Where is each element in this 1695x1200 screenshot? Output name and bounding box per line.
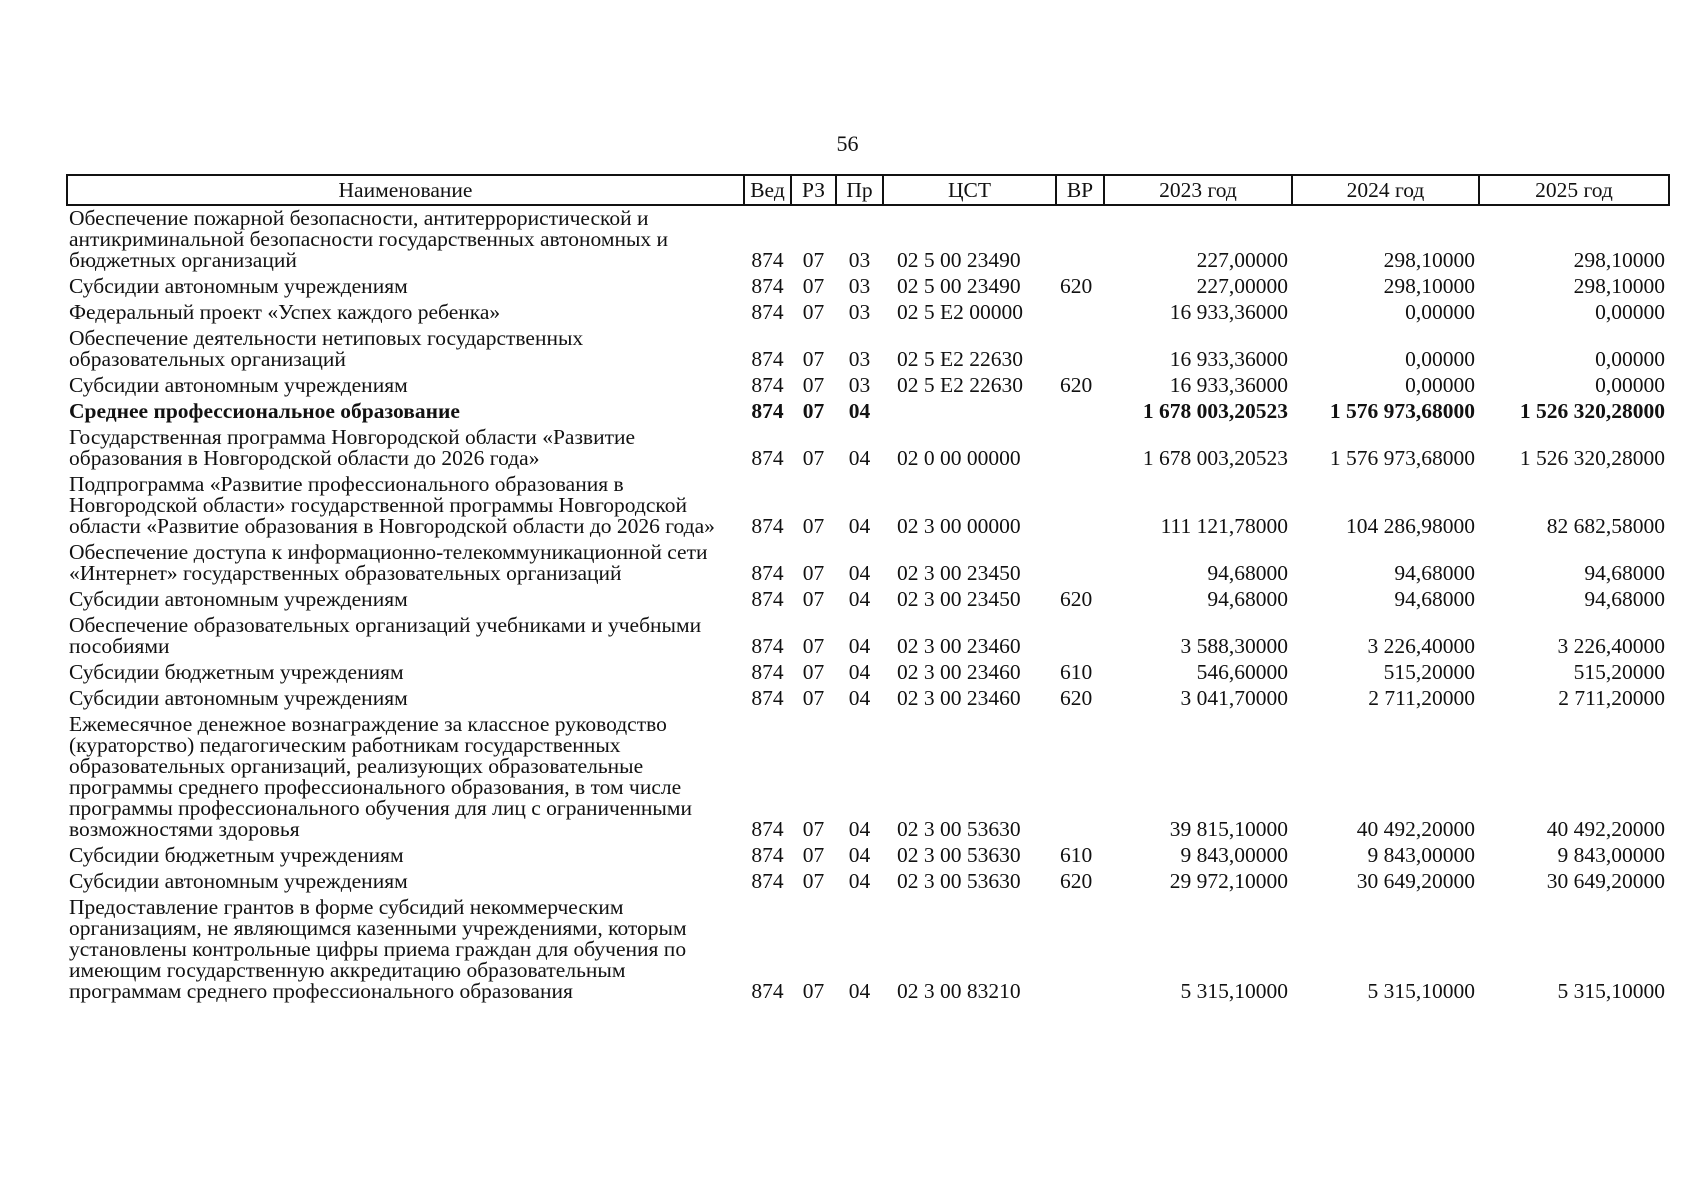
row-2025: 0,00000: [1595, 347, 1665, 371]
row-cst: 02 3 00 83210: [897, 979, 1021, 1003]
row-vr: 620: [1060, 587, 1093, 611]
row-2024: 1 576 973,68000: [1329, 446, 1475, 470]
table-row: [67, 660, 1669, 686]
row-2024: 1 576 973,68000: [1329, 399, 1475, 423]
table-row: [67, 686, 1669, 712]
budget-table: [66, 174, 1670, 1005]
row-cst: 02 3 00 00000: [897, 514, 1021, 538]
row-name: Субсидии автономным учреждениям: [69, 686, 408, 710]
row-2024: 5 315,10000: [1367, 979, 1475, 1003]
row-pr: 04: [848, 446, 871, 470]
row-2023: 16 933,36000: [1169, 347, 1288, 371]
row-ved: 874: [751, 817, 784, 841]
row-2025: 1 526 320,28000: [1519, 399, 1665, 423]
row-vr: 620: [1060, 274, 1093, 298]
row-rz: 07: [802, 373, 825, 397]
row-vr: [1056, 300, 1104, 326]
row-vr: 610: [1060, 660, 1093, 684]
table-row: [67, 300, 1669, 326]
row-2024: 0,00000: [1405, 347, 1475, 371]
row-pr: 03: [848, 274, 871, 298]
budget-table-container: [66, 174, 1668, 1005]
row-pr: 04: [848, 843, 871, 867]
row-2025: 30 649,20000: [1546, 869, 1665, 893]
row-2023: 3 041,70000: [1180, 686, 1288, 710]
row-2023: 1 678 003,20523: [1142, 399, 1288, 423]
row-name: Субсидии бюджетным учреждениям: [69, 843, 404, 867]
row-2023: 94,68000: [1207, 561, 1288, 585]
header-2023: 2023 год: [1104, 175, 1292, 205]
row-rz: 07: [802, 399, 825, 423]
row-vr: [1056, 540, 1104, 587]
row-2023: 546,60000: [1196, 660, 1288, 684]
row-2023: 5 315,10000: [1180, 979, 1288, 1003]
row-name: Субсидии автономным учреждениям: [69, 587, 408, 611]
row-ved: 874: [751, 634, 784, 658]
row-2025: 94,68000: [1584, 561, 1665, 585]
row-2025: 94,68000: [1584, 587, 1665, 611]
row-pr: 04: [848, 587, 871, 611]
row-pr: 03: [848, 248, 871, 272]
row-2025: 82 682,58000: [1546, 514, 1665, 538]
row-2024: 0,00000: [1405, 300, 1475, 324]
row-cst: 02 3 00 23460: [897, 686, 1021, 710]
row-2025: 515,20000: [1573, 660, 1665, 684]
row-rz: 07: [802, 660, 825, 684]
row-pr: 04: [848, 869, 871, 893]
row-pr: 04: [848, 514, 871, 538]
row-rz: 07: [802, 514, 825, 538]
row-name: Обеспечение образовательных организаций учебниками и учебными пособиями: [69, 613, 702, 658]
row-cst: 02 5 00 23490: [897, 274, 1021, 298]
row-2024: 9 843,00000: [1367, 843, 1475, 867]
row-cst: 02 5 E2 00000: [897, 300, 1024, 324]
row-pr: 04: [848, 561, 871, 585]
row-2023: 94,68000: [1207, 587, 1288, 611]
row-cst: 02 3 00 23450: [897, 587, 1021, 611]
row-2023: 1 678 003,20523: [1142, 446, 1288, 470]
row-2024: 94,68000: [1394, 561, 1475, 585]
row-cst: 02 3 00 53630: [897, 843, 1021, 867]
row-2024: 0,00000: [1405, 373, 1475, 397]
row-vr: [1056, 613, 1104, 660]
row-vr: 620: [1060, 686, 1093, 710]
row-cst: 02 3 00 23460: [897, 660, 1021, 684]
row-rz: 07: [802, 817, 825, 841]
row-pr: 03: [848, 373, 871, 397]
row-cst: 02 3 00 23460: [897, 634, 1021, 658]
row-ved: 874: [751, 248, 784, 272]
row-name: Государственная программа Новгородской области «Развитие образования в Новгородской области до 2026 года»: [69, 425, 636, 470]
row-2023: 9 843,00000: [1180, 843, 1288, 867]
table-row: [67, 540, 1669, 587]
row-2023: 16 933,36000: [1169, 300, 1288, 324]
row-cst: 02 5 00 23490: [897, 248, 1021, 272]
row-rz: 07: [802, 979, 825, 1003]
row-cst: 02 5 E2 22630: [897, 373, 1024, 397]
table-row: [67, 843, 1669, 869]
row-ved: 874: [751, 660, 784, 684]
row-2023: 39 815,10000: [1169, 817, 1288, 841]
row-2025: 9 843,00000: [1557, 843, 1665, 867]
header-rz: РЗ: [791, 175, 836, 205]
row-name: Подпрограмма «Развитие профессионального образования в Новгородской области» государственной программы Новгородской области «Развитие образования в Новгородской области до 2026 года»: [69, 472, 715, 538]
row-ved: 874: [751, 843, 784, 867]
row-cst: 02 3 00 53630: [897, 817, 1021, 841]
row-vr: [1056, 712, 1104, 843]
row-name: Обеспечение деятельности нетиповых государственных образовательных организаций: [69, 326, 584, 371]
row-rz: 07: [802, 446, 825, 470]
row-rz: 07: [802, 347, 825, 371]
row-rz: 07: [802, 248, 825, 272]
table-row: [67, 326, 1669, 373]
row-ved: 874: [751, 686, 784, 710]
row-2024: 515,20000: [1383, 660, 1475, 684]
row-vr: [1056, 425, 1104, 472]
row-2023: 16 933,36000: [1169, 373, 1288, 397]
row-pr: 04: [848, 660, 871, 684]
row-vr: 620: [1060, 869, 1093, 893]
row-2024: 104 286,98000: [1346, 514, 1475, 538]
row-2025: 298,10000: [1573, 274, 1665, 298]
row-2024: 30 649,20000: [1356, 869, 1475, 893]
header-ved: Вед: [744, 175, 791, 205]
row-pr: 04: [848, 979, 871, 1003]
table-row: [67, 373, 1669, 399]
row-cst: 02 3 00 23450: [897, 561, 1021, 585]
row-ved: 874: [751, 514, 784, 538]
row-2024: 40 492,20000: [1356, 817, 1475, 841]
row-2025: 5 315,10000: [1557, 979, 1665, 1003]
row-name: Обеспечение доступа к информационно-телекоммуникационной сети «Интернет» государственных образовательных организаций: [69, 540, 708, 585]
row-2025: 40 492,20000: [1546, 817, 1665, 841]
row-rz: 07: [802, 274, 825, 298]
row-2023: 227,00000: [1196, 274, 1288, 298]
row-ved: 874: [751, 446, 784, 470]
row-2024: 298,10000: [1383, 274, 1475, 298]
row-vr: 620: [1060, 373, 1093, 397]
page-number: 56: [836, 131, 859, 156]
row-pr: 04: [848, 817, 871, 841]
row-ved: 874: [751, 979, 784, 1003]
row-name: Ежемесячное денежное вознаграждение за классное руководство (кураторство) педагогическим работникам государственных образовательных организаций, реализующих образовательные программы среднего профессионального образования, в том числе программы профессионального обучения для лиц с ограниченными возможностями здоровья: [69, 712, 692, 841]
row-2024: 2 711,20000: [1368, 686, 1475, 710]
row-cst: [883, 399, 1056, 425]
row-vr: [1056, 326, 1104, 373]
row-ved: 874: [751, 399, 784, 423]
header-name: Наименование: [67, 175, 744, 205]
header-pr: Пр: [836, 175, 883, 205]
row-2024: 94,68000: [1394, 587, 1475, 611]
header-2024: 2024 год: [1292, 175, 1479, 205]
row-2025: 0,00000: [1595, 373, 1665, 397]
row-2023: 227,00000: [1196, 248, 1288, 272]
row-2024: 3 226,40000: [1367, 634, 1475, 658]
row-pr: 04: [848, 634, 871, 658]
table-row: [67, 399, 1669, 425]
header-2025: 2025 год: [1479, 175, 1669, 205]
row-name: Субсидии бюджетным учреждениям: [69, 660, 404, 684]
row-2025: 298,10000: [1573, 248, 1665, 272]
row-name: Субсидии автономным учреждениям: [69, 373, 408, 397]
row-rz: 07: [802, 843, 825, 867]
row-rz: 07: [802, 686, 825, 710]
table-body: [67, 205, 1669, 1005]
row-rz: 07: [802, 869, 825, 893]
row-rz: 07: [802, 587, 825, 611]
row-2025: 3 226,40000: [1557, 634, 1665, 658]
row-ved: 874: [751, 587, 784, 611]
header-vr: ВР: [1056, 175, 1104, 205]
row-2025: 0,00000: [1595, 300, 1665, 324]
row-name: Субсидии автономным учреждениям: [69, 274, 408, 298]
row-2025: 1 526 320,28000: [1519, 446, 1665, 470]
row-pr: 03: [848, 300, 871, 324]
row-name: Федеральный проект «Успех каждого ребенка»: [69, 300, 501, 324]
row-ved: 874: [751, 373, 784, 397]
row-ved: 874: [751, 869, 784, 893]
row-ved: 874: [751, 274, 784, 298]
row-vr: [1056, 205, 1104, 274]
row-name: Обеспечение пожарной безопасности, антитеррористической и антикриминальной безопасности государственных автономных и бюджетных организаций: [69, 206, 669, 272]
row-pr: 04: [848, 686, 871, 710]
table-header: [67, 175, 1669, 205]
table-row: [67, 472, 1669, 540]
row-ved: 874: [751, 300, 784, 324]
row-cst: 02 3 00 53630: [897, 869, 1021, 893]
row-2023: 111 121,78000: [1160, 514, 1288, 538]
row-vr: [1056, 472, 1104, 540]
row-pr: 04: [848, 399, 871, 423]
row-vr: 610: [1060, 843, 1093, 867]
header-cst: ЦСТ: [883, 175, 1056, 205]
table-row: [67, 587, 1669, 613]
table-row: [67, 613, 1669, 660]
header-row: [67, 175, 1669, 205]
row-rz: 07: [802, 634, 825, 658]
row-name: Субсидии автономным учреждениям: [69, 869, 408, 893]
table-row: [67, 205, 1669, 274]
table-row: [67, 274, 1669, 300]
row-ved: 874: [751, 347, 784, 371]
row-rz: 07: [802, 300, 825, 324]
row-cst: 02 0 00 00000: [897, 446, 1021, 470]
row-pr: 03: [848, 347, 871, 371]
row-ved: 874: [751, 561, 784, 585]
table-row: [67, 712, 1669, 843]
row-vr: [1056, 895, 1104, 1005]
row-name: Среднее профессиональное образование: [69, 399, 460, 423]
row-2024: 298,10000: [1383, 248, 1475, 272]
table-row: [67, 869, 1669, 895]
row-vr: [1056, 399, 1104, 425]
row-cst: 02 5 E2 22630: [897, 347, 1024, 371]
row-2025: 2 711,20000: [1558, 686, 1665, 710]
row-name: Предоставление грантов в форме субсидий некоммерческим организациям, не являющимся казенными учреждениями, которым установлены контрольные цифры приема граждан для обучения по имеющим государственную аккредитацию образовательным программам среднего профессионального образования: [69, 895, 687, 1003]
row-2023: 3 588,30000: [1180, 634, 1288, 658]
table-row: [67, 425, 1669, 472]
row-rz: 07: [802, 561, 825, 585]
table-row: [67, 895, 1669, 1005]
row-2023: 29 972,10000: [1169, 869, 1288, 893]
